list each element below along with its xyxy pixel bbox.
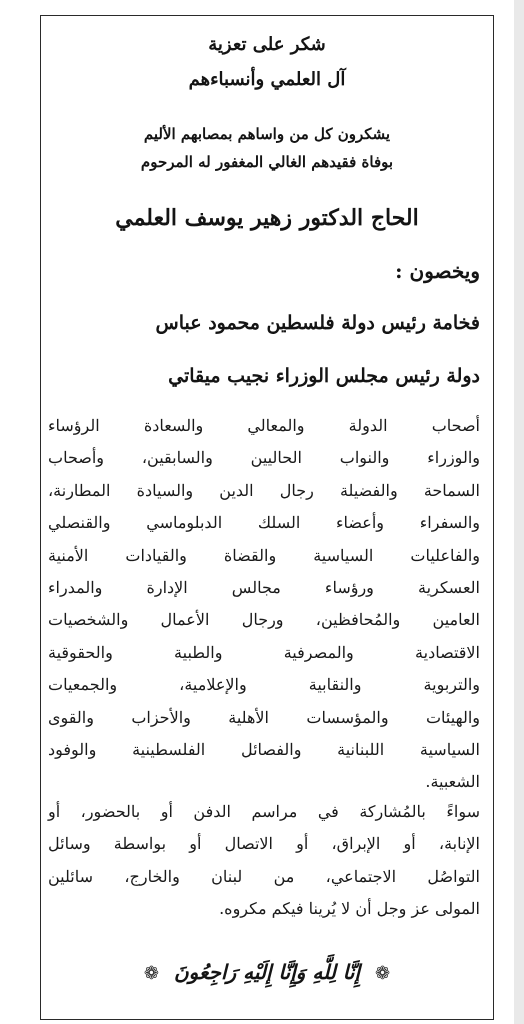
family-name: آل العلمي وأنسباءهم	[188, 69, 346, 90]
flower-ornament-icon: ❁	[374, 962, 391, 984]
dignitary-prime-minister: دولة رئيس مجلس الوزراء نجيب ميقاتي	[168, 365, 480, 387]
dignitary-president: فخامة رئيس دولة فلسطين محمود عباس	[155, 312, 480, 334]
thanks-line-2: بوفاة فقيدهم الغالي المغفور له المرحوم	[140, 153, 394, 171]
paragraph-line: الاقتصادية والمصرفية والطبية والحقوقية	[48, 642, 480, 662]
quran-verse-row	[40, 952, 494, 994]
acknowledgement-paragraph	[48, 410, 480, 799]
special-thanks-heading: ويخصون :	[395, 259, 480, 283]
paragraph-line: سواءً بالمُشاركة في مراسم الدفن أو بالحضور، أو	[48, 802, 480, 821]
quran-verse: إِنَّا لِلَّهِ وَإِنَّا إِلَيْهِ رَاجِعُونَ	[173, 960, 361, 984]
paragraph-line: والهيئات والمؤسسات الأهلية والأحزاب والقوى	[48, 707, 480, 727]
paragraph-line: والسفراء وأعضاء السلك الدبلوماسي والقنصلي	[48, 513, 480, 533]
paragraph-line: التواصُل الاجتماعي، من لبنان والخارج، سائلين	[48, 866, 480, 886]
thanks-line-1: يشكرون كل من واساهم بمصابهم الأليم	[143, 125, 391, 143]
paragraph-line: أصحاب الدولة والمعالي والسعادة الرؤساء	[48, 416, 480, 435]
page-edge	[514, 0, 524, 1024]
flower-ornament-icon: ❁	[143, 962, 159, 984]
paragraph-line: والوزراء والنواب الحاليين والسابقين، وأصحاب	[48, 448, 480, 468]
paragraph-line: الشعبية.	[425, 772, 480, 792]
paragraph-line: والتربوية والنقابية والإعلامية، والجمعيات	[48, 675, 480, 695]
paragraph-line: الإنابة، أو الإبراق، أو الاتصال أو بواسطة وسائل	[48, 834, 480, 854]
paragraph-line: والفاعليات السياسية والقضاة والقيادات الأمنية	[48, 545, 480, 565]
paragraph-line: المولى عز وجل أن لا يُرينا فيكم مكروه.	[219, 899, 480, 919]
paragraph-line: السياسية اللبنانية والفصائل الفلسطينية والوفود	[48, 739, 480, 759]
paragraph-line: العامين والمُحافظين، ورجال الأعمال والشخصيات	[48, 610, 480, 630]
paragraph-line: السماحة والفضيلة رجال الدين والسيادة المطارنة،	[48, 480, 480, 500]
paragraph-line: العسكرية ورؤساء مجالس الإدارة والمدراء	[48, 577, 480, 597]
condolence-means-paragraph	[48, 796, 480, 926]
deceased-name: الحاج الدكتور زهير يوسف العلمي	[115, 205, 419, 231]
notice-title: شكر على تعزية	[208, 34, 326, 55]
